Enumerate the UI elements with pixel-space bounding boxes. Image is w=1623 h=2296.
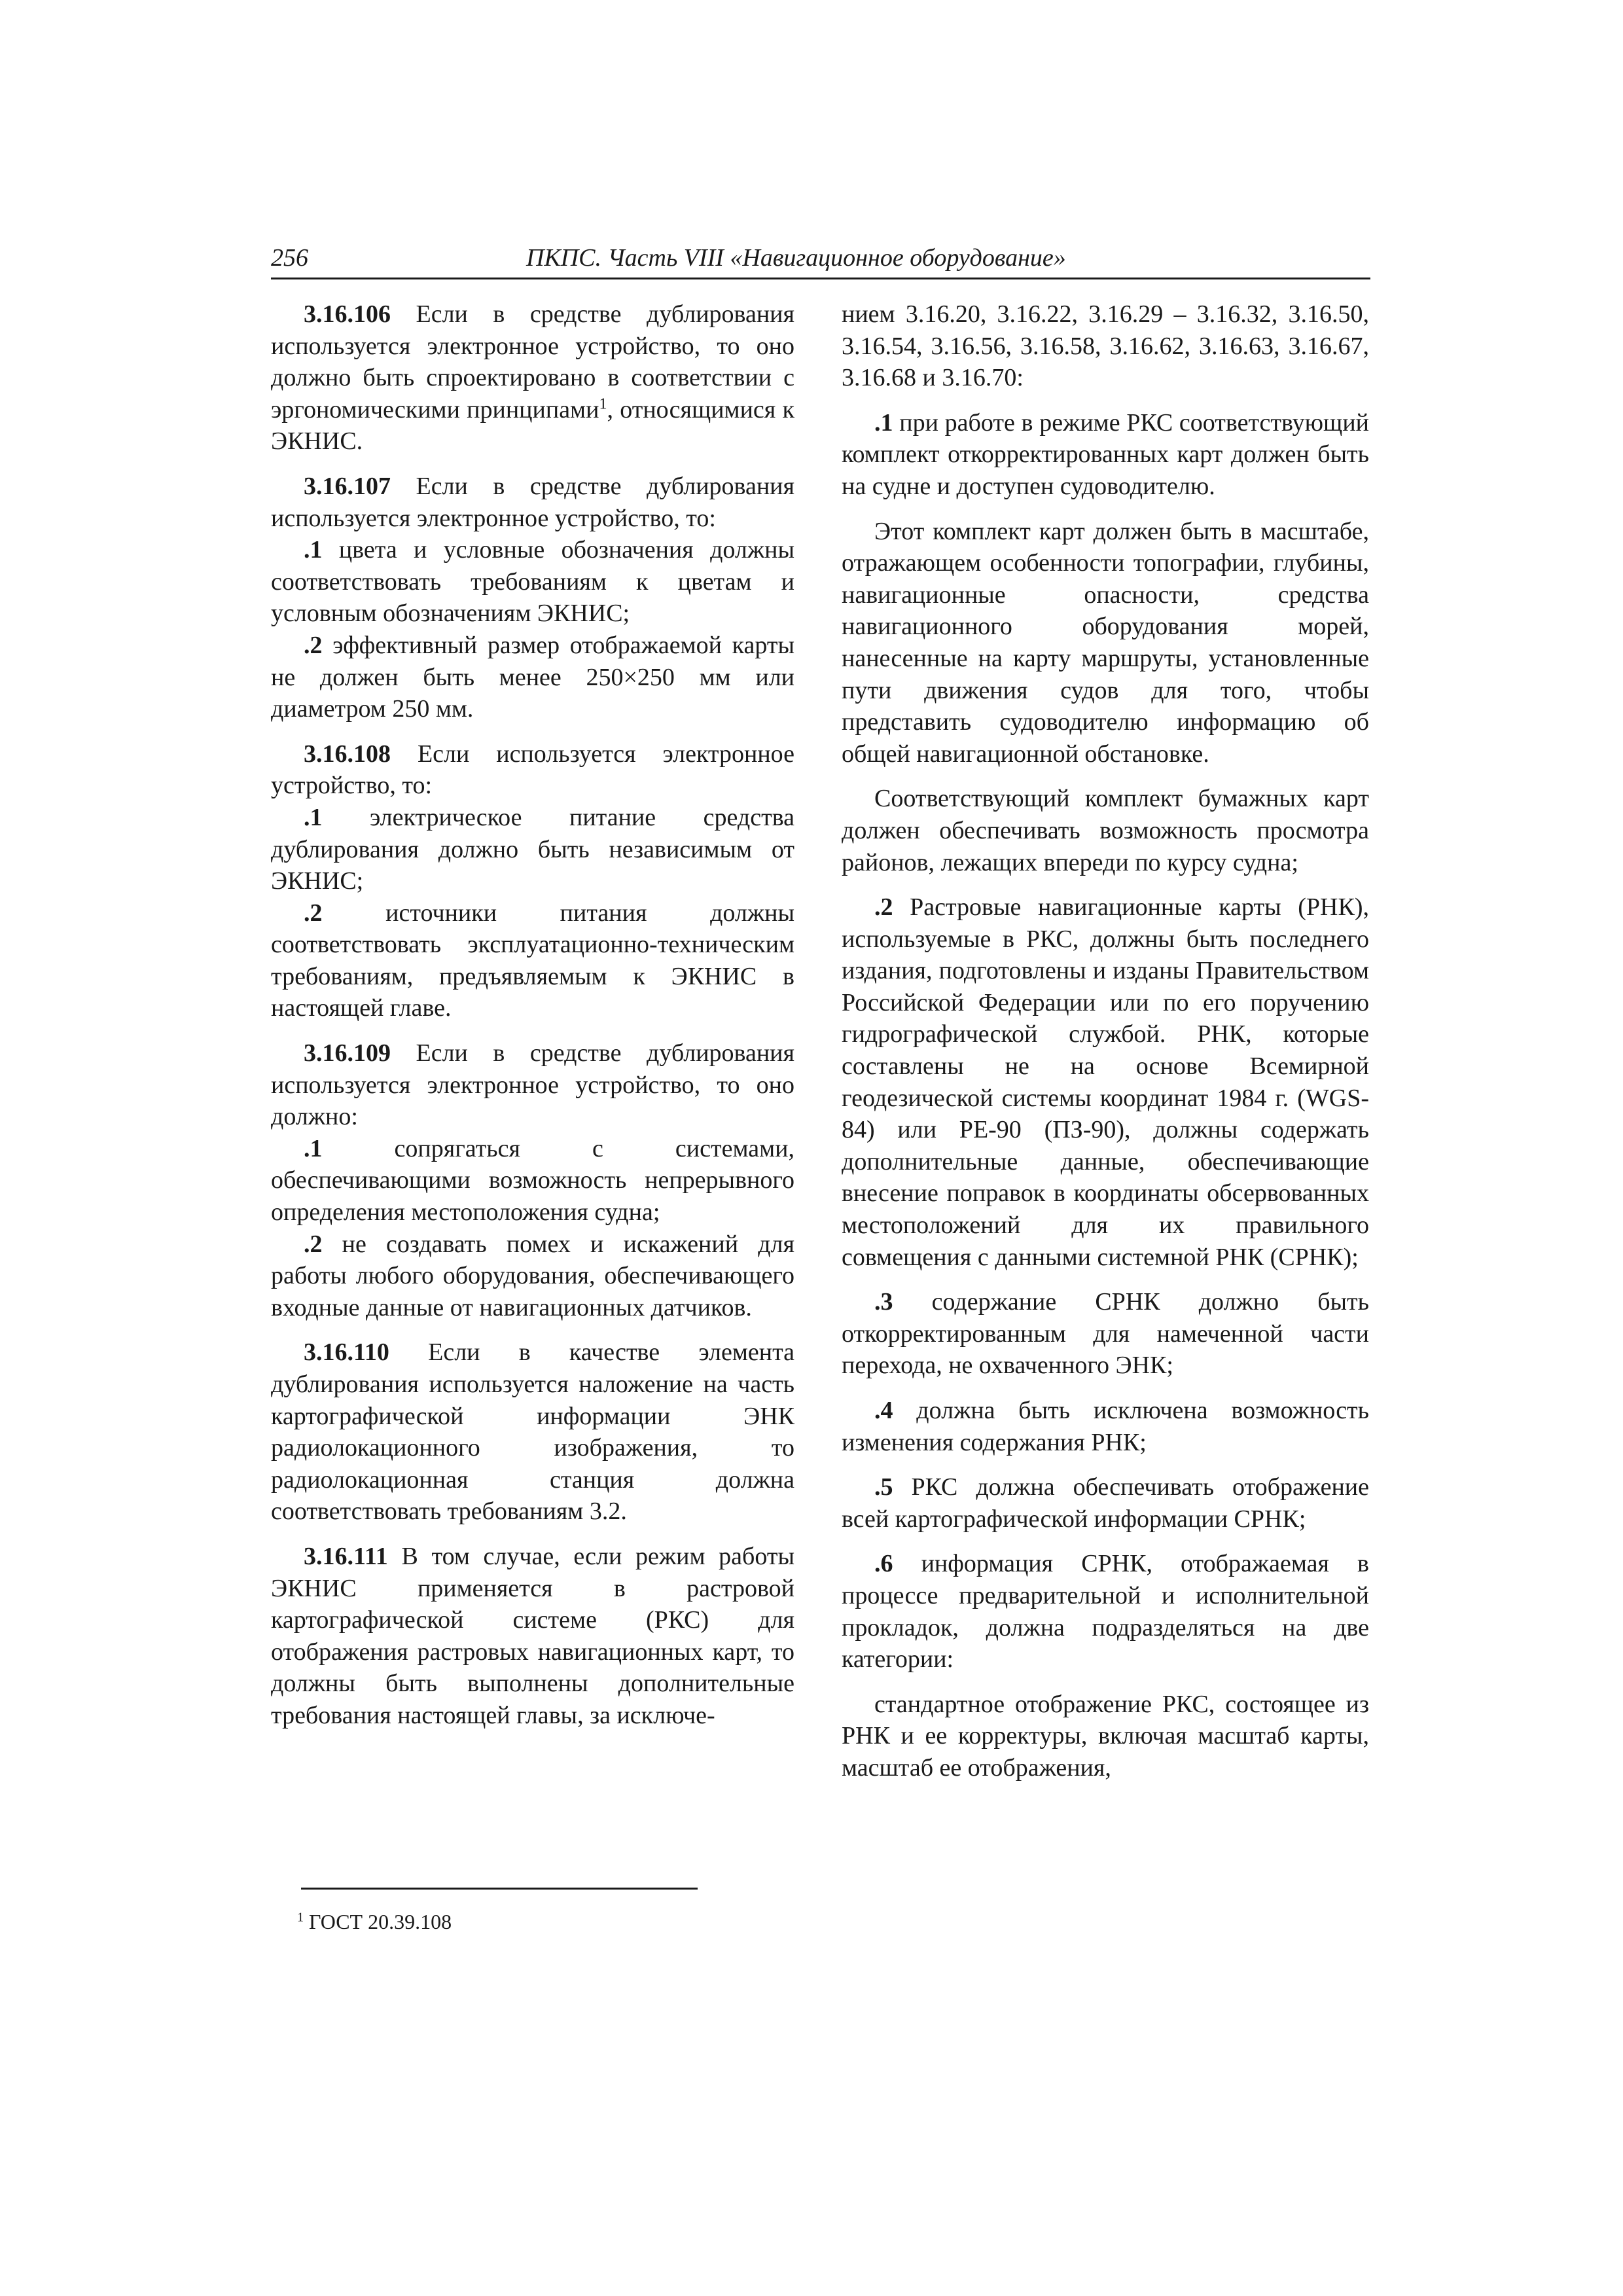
paragraph-text: Если в средстве дублирования используется электронное устройство, то оно должно быть спроектировано в соответствии с эргономическими принципами xyxy=(271,300,794,423)
item-number: .6 xyxy=(874,1550,893,1578)
item-text: должна быть исключена возможность изменения содержания РНК; xyxy=(842,1397,1369,1456)
paragraph-text: Если в качестве элемента дублирования используется наложение на часть картографической информации ЭНК радиолокационного изображения, то радиолокационная станция должна соответствовать требованиям 3.2. xyxy=(271,1338,794,1526)
item-text: не создавать помех и искажений для работы любого оборудования, обеспечивающего входные данные от навигационных датчиков. xyxy=(271,1230,794,1321)
item-text: содержание СРНК должно быть откорректированным для намеченной части перехода, не охваченного ЭНК; xyxy=(842,1288,1369,1380)
item-text: РКС должна обеспечивать отображение всей картографической информации СРНК; xyxy=(842,1473,1369,1533)
paragraph-3-16-110 xyxy=(271,1336,794,1528)
item-number: .2 xyxy=(874,893,893,922)
item-number: .5 xyxy=(874,1473,893,1501)
clause-number: 3.16.111 xyxy=(304,1542,388,1570)
item-3-16-109-1 xyxy=(271,1133,794,1229)
paragraph-text: Если в средстве дублирования используется электронное устройство, то оно должно: xyxy=(271,1039,794,1131)
footnote-ref: 1 xyxy=(599,395,607,413)
paragraph-text: Если в средстве дублирования используется электронное устройство, то: xyxy=(271,472,794,532)
item-5 xyxy=(842,1471,1369,1535)
clause-number: 3.16.109 xyxy=(304,1039,391,1067)
item-number: .1 xyxy=(304,536,323,564)
paragraph-3-16-108 xyxy=(271,738,794,802)
item-text: при работе в режиме РКС соответствующий комплект откорректированных карт должен быть на судне и доступен судоводителю. xyxy=(842,408,1369,500)
item-3-16-107-1 xyxy=(271,534,794,630)
item-number: .2 xyxy=(304,631,323,659)
paragraph-paper-charts: Соответствующий комплект бумажных карт должен обеспечивать возможность просмотра районов, лежащих впереди по курсу судна; xyxy=(842,785,1369,876)
item-number: .1 xyxy=(304,1134,323,1162)
item-3 xyxy=(842,1286,1369,1382)
page-header xyxy=(271,238,1370,279)
right-column xyxy=(842,298,1369,1784)
paragraph-text: , относящимися к ЭКНИС. xyxy=(271,395,794,456)
page-number: 256 xyxy=(271,244,308,272)
item-text: источники питания должны соответствовать эксплуатационно-техническим требованиям, предъявляемым к ЭКНИС в настоящей главе. xyxy=(271,899,794,1022)
paragraph-3-16-106 xyxy=(271,298,794,457)
item-3-16-108-2 xyxy=(271,897,794,1024)
item-1 xyxy=(842,407,1369,503)
item-4 xyxy=(842,1395,1369,1458)
paragraph-continuation: нием 3.16.20, 3.16.22, 3.16.29 – 3.16.32, 3.16.50, 3.16.54, 3.16.56, 3.16.58, 3.16.62, 3.16.63, 3.16.67, 3.16.68 и 3.16.70: xyxy=(842,300,1369,392)
item-text: Растровые навигационные карты (РНК), используемые в РКС, должны быть последнего издания, подготовлены и изданы Правительством Российской Федерации или по его поручению гидрографической службой. РНК, которые составлены не на основе Всемирной геодезической системы координат 1984 г. (WGS-84) или PE-90 (ПЗ-90), должны содержать дополнительные данные, обеспечивающие внесение поправок в координаты обсервованных местоположений для их правильного совмещения с данными системной РНК (СРНК); xyxy=(842,893,1369,1271)
item-number: .1 xyxy=(874,408,893,437)
item-2 xyxy=(842,891,1369,1273)
item-number: .3 xyxy=(874,1288,893,1316)
item-number: .4 xyxy=(874,1397,893,1424)
paragraph-chart-set: Этот комплект карт должен быть в масштабе, отражающем особенности топографии, глубины, навигационные опасности, средства навигационного оборудования морей, нанесенные на карту маршруты, установленные пути движения судов для того, чтобы представить судоводителю информацию об общей навигационной обстановке. xyxy=(842,517,1369,768)
item-3-16-107-2 xyxy=(271,630,794,725)
left-column xyxy=(271,298,794,1732)
running-title: ПКПС. Часть VIII «Навигационное оборудование» xyxy=(526,244,1066,272)
item-3-16-109-2 xyxy=(271,1229,794,1324)
footnote-marker: 1 xyxy=(297,1910,304,1925)
footnote xyxy=(297,1909,452,1935)
clause-number: 3.16.108 xyxy=(304,740,391,768)
clause-number: 3.16.106 xyxy=(304,300,391,328)
paragraph-text: В том случае, если режим работы ЭКНИС применяется в растровой картографической системе (РКС) для отображения растровых навигационных карт, то должны быть выполнены дополнительные требования настоящей главы, за исключе- xyxy=(271,1542,794,1729)
item-number: .2 xyxy=(304,1230,323,1258)
item-text: сопрягаться с системами, обеспечивающими возможность непрерывного определения местоположения судна; xyxy=(271,1134,794,1227)
paragraph-text: Если используется электронное устройство, то: xyxy=(271,740,794,800)
item-number: .1 xyxy=(304,803,323,831)
clause-number: 3.16.107 xyxy=(304,472,391,500)
footnote-text: ГОСТ 20.39.108 xyxy=(304,1910,452,1933)
paragraph-3-16-107 xyxy=(271,471,794,534)
paragraph-3-16-111 xyxy=(271,1541,794,1732)
item-text: электрическое питание средства дублирования должно быть независимым от ЭКНИС; xyxy=(271,803,794,895)
clause-number: 3.16.110 xyxy=(304,1338,389,1367)
item-text: эффективный размер отображаемой карты не должен быть менее 250×250 мм или диаметром 250 мм. xyxy=(271,631,794,723)
paragraph-3-16-109 xyxy=(271,1037,794,1133)
item-number: .2 xyxy=(304,899,323,927)
item-text: информация СРНК, отображаемая в процессе предварительной и исполнительной прокладок, должна подразделяться на две категории: xyxy=(842,1550,1369,1674)
item-3-16-108-1 xyxy=(271,802,794,897)
item-6 xyxy=(842,1548,1369,1675)
footnote-divider xyxy=(301,1888,698,1890)
item-text: цвета и условные обозначения должны соответствовать требованиям к цветам и условным обозначениям ЭКНИС; xyxy=(271,536,794,628)
paragraph-standard-display: стандартное отображение РКС, состоящее из РНК и ее корректуры, включая масштаб карты, масштаб ее отображения, xyxy=(842,1690,1369,1782)
